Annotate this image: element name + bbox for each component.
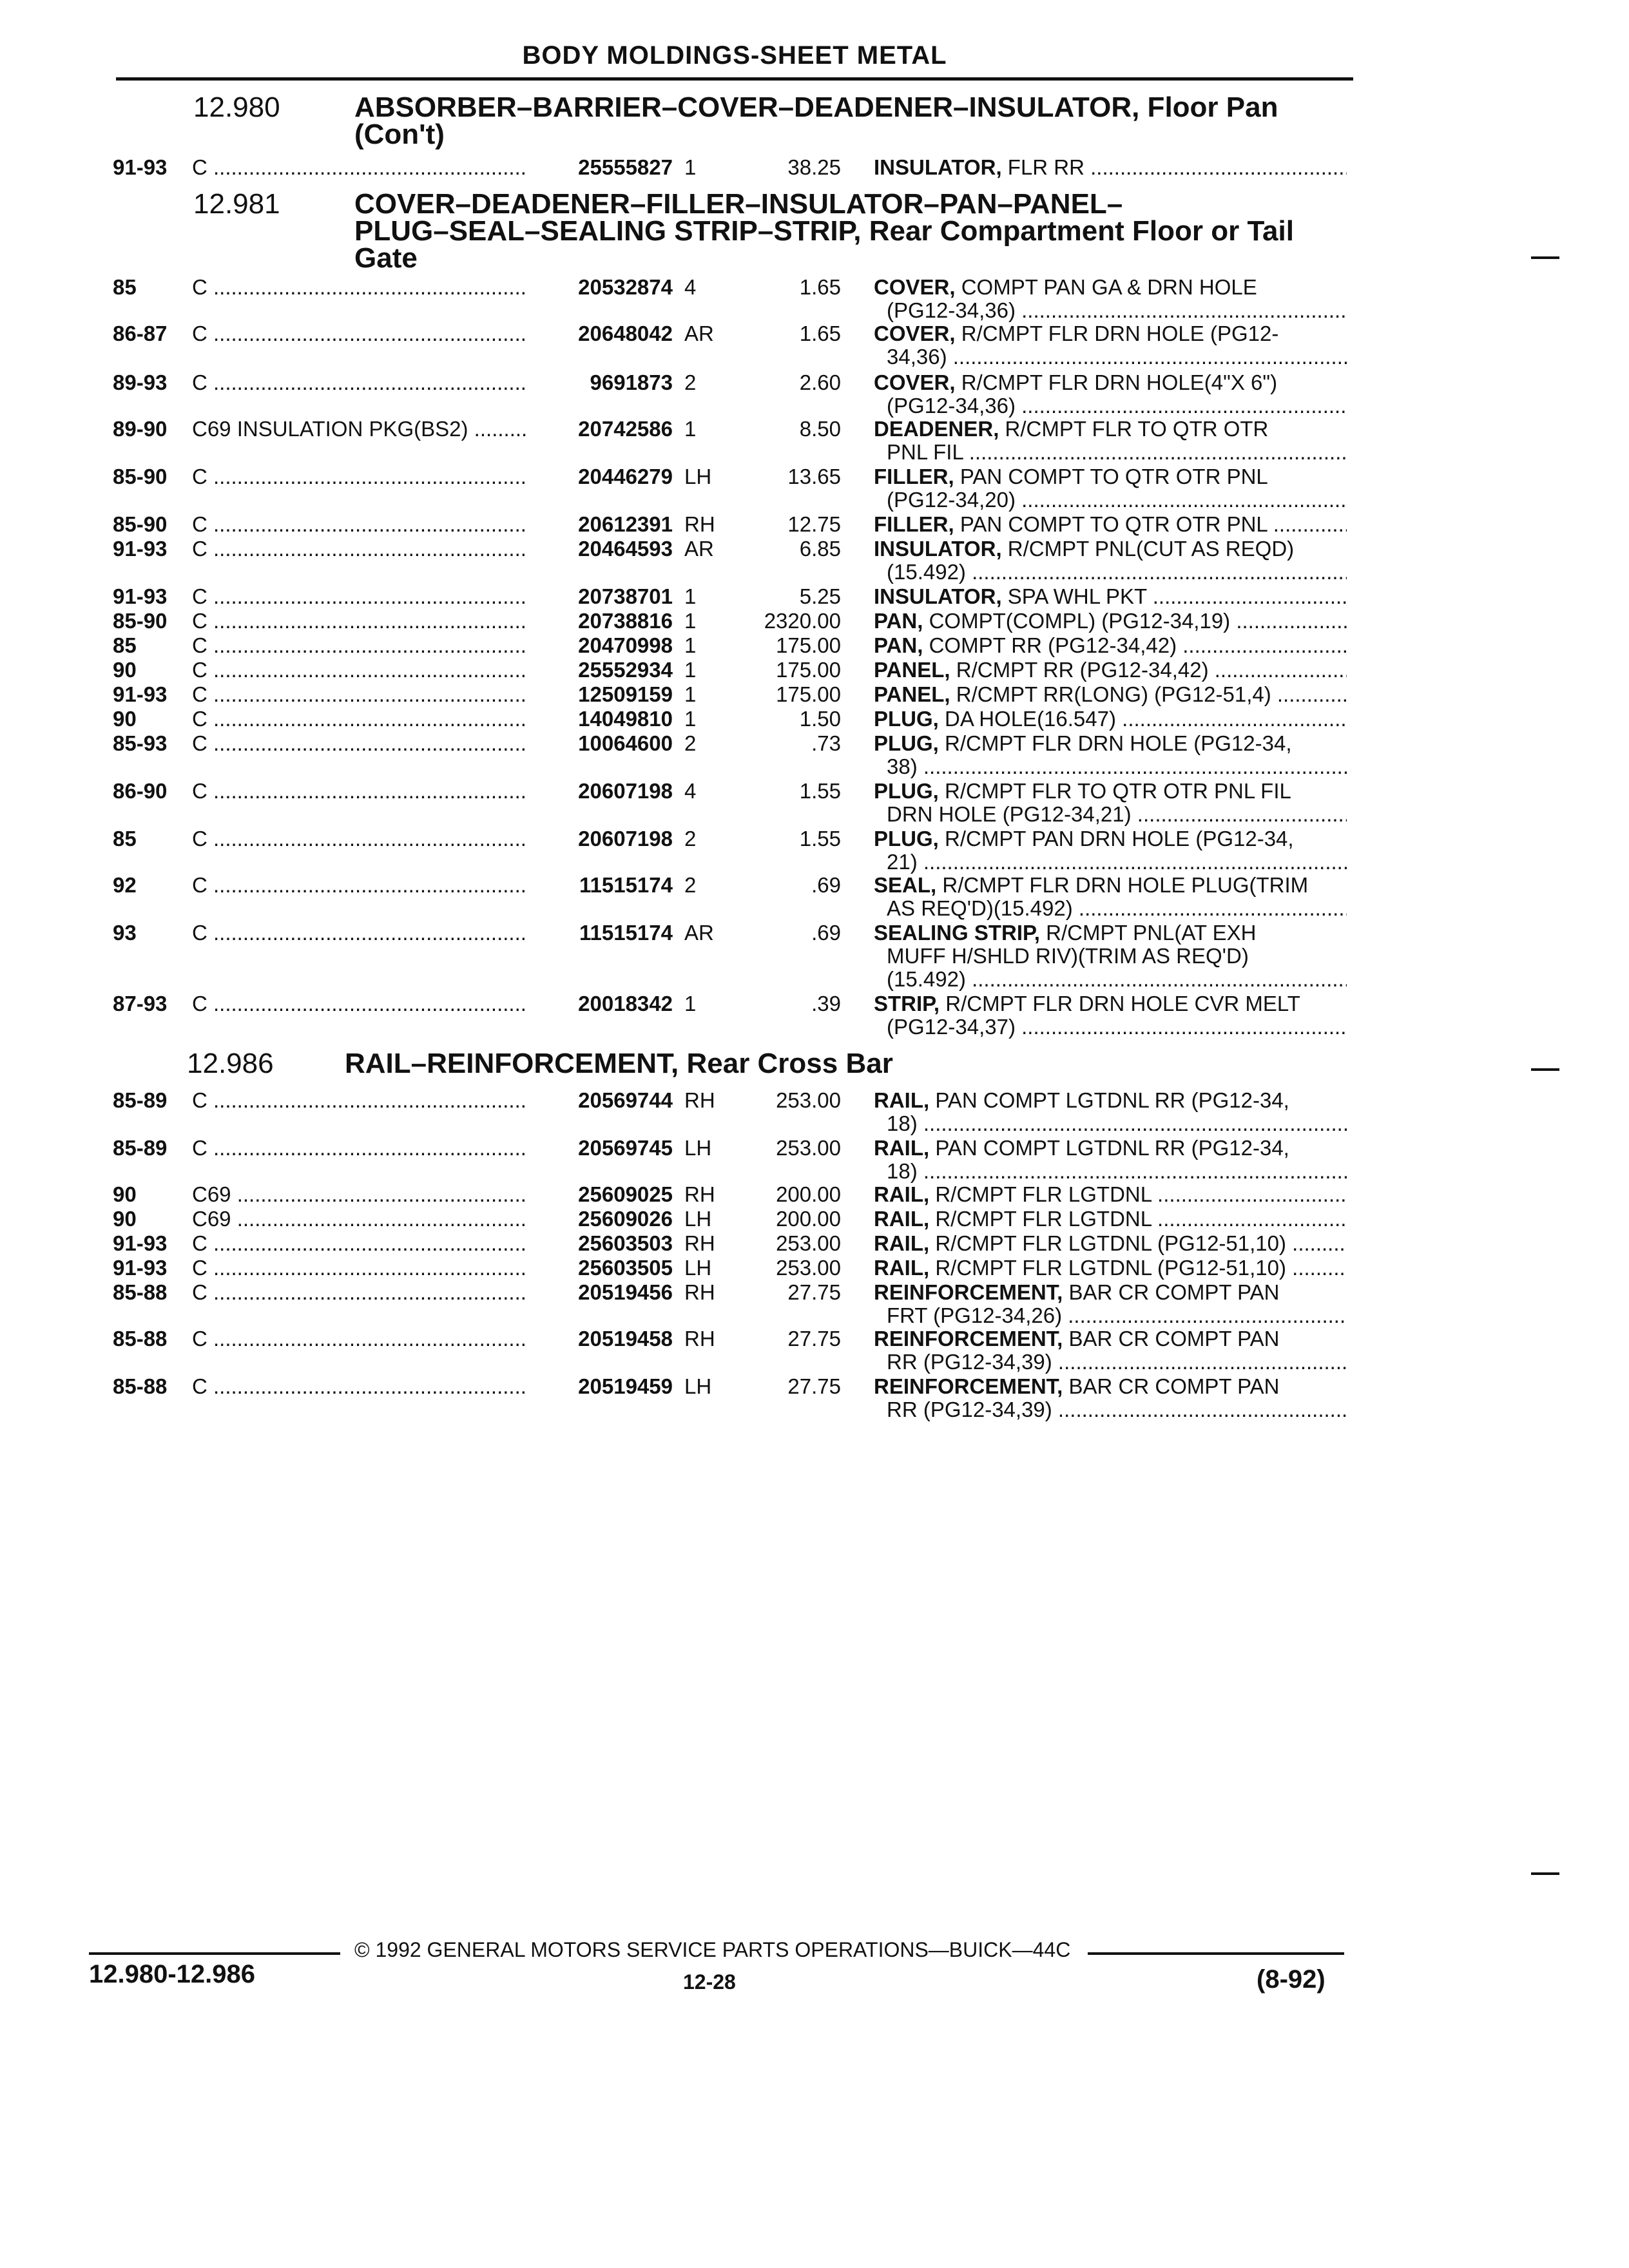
margin-mark bbox=[1531, 1068, 1559, 1071]
model-years: 92 bbox=[113, 873, 137, 897]
part-number: 11515174 bbox=[528, 921, 673, 945]
description-line: FILLER, PAN COMPT TO QTR OTR PNL ..... bbox=[874, 513, 1347, 536]
model-years: 89-90 bbox=[113, 417, 168, 441]
price: .39 bbox=[811, 992, 841, 1015]
part-number: 25603503 bbox=[528, 1232, 673, 1255]
price: 253.00 bbox=[776, 1231, 841, 1255]
application: C ..... bbox=[192, 874, 527, 897]
model-years: 85-88 bbox=[113, 1374, 168, 1398]
application: C ..... bbox=[192, 634, 527, 657]
model-years: 91-93 bbox=[113, 155, 168, 179]
description bbox=[874, 585, 1347, 608]
description-line: RAIL, R/CMPT FLR LGTDNL (PG12-51,10) ..... bbox=[874, 1232, 1347, 1255]
application: C ..... bbox=[192, 537, 527, 561]
model-years: 90 bbox=[113, 1182, 137, 1206]
price: 8.50 bbox=[799, 417, 841, 441]
application: C69 INSULATION PKG(BS2) ..... bbox=[192, 418, 527, 441]
parts-row bbox=[0, 707, 1629, 733]
application: C ..... bbox=[192, 921, 527, 945]
application: C ..... bbox=[192, 1256, 527, 1280]
parts-row bbox=[0, 370, 1629, 418]
quantity: 1 bbox=[684, 155, 697, 179]
description-line: PAN, COMPT RR (PG12-34,42) ..... bbox=[874, 634, 1347, 657]
model-years: 86-90 bbox=[113, 779, 168, 803]
description-line: COVER, R/CMPT FLR DRN HOLE (PG12- bbox=[874, 322, 1279, 345]
parts-row bbox=[0, 1232, 1629, 1258]
description-line: AS REQ'D)(15.492) ..... bbox=[874, 897, 1347, 920]
quantity: LH bbox=[684, 1136, 712, 1160]
parts-row bbox=[0, 322, 1629, 369]
quantity: RH bbox=[684, 1327, 715, 1350]
price: 1.65 bbox=[799, 275, 841, 299]
price: 253.00 bbox=[776, 1256, 841, 1280]
application: C ..... bbox=[192, 1232, 527, 1255]
part-number: 20532874 bbox=[528, 276, 673, 299]
page-header: BODY MOLDINGS-SHEET METAL bbox=[522, 41, 947, 70]
application: C ..... bbox=[192, 513, 527, 536]
parts-row bbox=[0, 1207, 1629, 1233]
part-number: 20612391 bbox=[528, 513, 673, 536]
price: 175.00 bbox=[776, 633, 841, 657]
model-years: 91-93 bbox=[113, 1256, 168, 1280]
part-number: 10064600 bbox=[528, 732, 673, 755]
description bbox=[874, 683, 1347, 706]
model-years: 91-93 bbox=[113, 584, 168, 608]
quantity: 1 bbox=[684, 584, 697, 608]
section-heading bbox=[193, 188, 1353, 274]
description bbox=[874, 827, 1347, 874]
description bbox=[874, 276, 1347, 322]
description-line: RAIL, R/CMPT FLR LGTDNL ..... bbox=[874, 1183, 1347, 1206]
price: 175.00 bbox=[776, 658, 841, 682]
description-line: (PG12-34,37) ..... bbox=[874, 1015, 1347, 1039]
application: C ..... bbox=[192, 780, 527, 803]
description-line: PANEL, R/CMPT RR(LONG) (PG12-51,4) ..... bbox=[874, 683, 1347, 706]
parts-row bbox=[0, 537, 1629, 584]
section-heading bbox=[187, 1050, 1347, 1082]
description-line: PLUG, DA HOLE(16.547) ..... bbox=[874, 707, 1347, 731]
quantity: RH bbox=[684, 1182, 715, 1206]
quantity: 2 bbox=[684, 731, 697, 755]
model-years: 87-93 bbox=[113, 992, 168, 1015]
description bbox=[874, 1281, 1347, 1327]
quantity: AR bbox=[684, 537, 714, 561]
model-years: 86-87 bbox=[113, 322, 168, 345]
header-rule bbox=[116, 77, 1353, 81]
price: 6.85 bbox=[799, 537, 841, 561]
description bbox=[874, 371, 1347, 418]
section-title: ABSORBER–BARRIER–COVER–DEADENER–INSULATOR, Floor Pan (Con't) bbox=[354, 91, 1278, 150]
quantity: LH bbox=[684, 1256, 712, 1280]
description bbox=[874, 418, 1347, 464]
description bbox=[874, 732, 1347, 778]
price: .69 bbox=[811, 873, 841, 897]
quantity: 1 bbox=[684, 992, 697, 1015]
application: C ..... bbox=[192, 707, 527, 731]
model-years: 90 bbox=[113, 707, 137, 731]
description-line: RAIL, R/CMPT FLR LGTDNL ..... bbox=[874, 1207, 1347, 1231]
description bbox=[874, 465, 1347, 512]
part-number: 25609026 bbox=[528, 1207, 673, 1231]
quantity: LH bbox=[684, 1374, 712, 1398]
model-years: 85-90 bbox=[113, 609, 168, 633]
model-years: 85-88 bbox=[113, 1327, 168, 1350]
description-line: PLUG, R/CMPT FLR TO QTR OTR PNL FIL bbox=[874, 780, 1291, 803]
quantity: RH bbox=[684, 1231, 715, 1255]
section-number: 12.981 bbox=[193, 188, 280, 220]
parts-row bbox=[0, 585, 1629, 611]
parts-row bbox=[0, 610, 1629, 635]
part-number: 20742586 bbox=[528, 418, 673, 441]
description-line: (15.492) ..... bbox=[874, 561, 1347, 584]
parts-row bbox=[0, 873, 1629, 920]
parts-row bbox=[0, 634, 1629, 660]
description-line: INSULATOR, FLR RR ..... bbox=[874, 156, 1347, 179]
model-years: 85-89 bbox=[113, 1136, 168, 1160]
footer-copyright: © 1992 GENERAL MOTORS SERVICE PARTS OPERATIONS—BUICK—44C bbox=[354, 1938, 1071, 1961]
model-years: 85-93 bbox=[113, 731, 168, 755]
price: 5.25 bbox=[799, 584, 841, 608]
footer-page-number: 12-28 bbox=[683, 1970, 736, 1994]
description bbox=[874, 1089, 1347, 1135]
application: C ..... bbox=[192, 585, 527, 608]
description bbox=[874, 658, 1347, 682]
description-line: MUFF H/SHLD RIV)(TRIM AS REQ'D) bbox=[887, 945, 1249, 968]
application: C ..... bbox=[192, 683, 527, 706]
price: 253.00 bbox=[776, 1088, 841, 1112]
application: C ..... bbox=[192, 732, 527, 755]
price: 200.00 bbox=[776, 1182, 841, 1206]
quantity: 1 bbox=[684, 682, 697, 706]
part-number: 20446279 bbox=[528, 465, 673, 488]
description bbox=[874, 513, 1347, 536]
application: C ..... bbox=[192, 1137, 527, 1160]
description-line: PLUG, R/CMPT PAN DRN HOLE (PG12-34, bbox=[874, 827, 1294, 850]
description-line: RR (PG12-34,39) ..... bbox=[874, 1398, 1347, 1421]
description-line: INSULATOR, R/CMPT PNL(CUT AS REQD) bbox=[874, 537, 1295, 561]
description-line: COVER, COMPT PAN GA & DRN HOLE bbox=[874, 276, 1257, 299]
price: 1.65 bbox=[799, 322, 841, 345]
quantity: 4 bbox=[684, 275, 697, 299]
quantity: AR bbox=[684, 322, 714, 345]
quantity: RH bbox=[684, 1088, 715, 1112]
model-years: 85 bbox=[113, 827, 137, 850]
application: C69 ..... bbox=[192, 1183, 527, 1206]
description-line: RAIL, R/CMPT FLR LGTDNL (PG12-51,10) ..... bbox=[874, 1256, 1347, 1280]
quantity: 1 bbox=[684, 633, 697, 657]
parts-row bbox=[0, 513, 1629, 539]
quantity: 2 bbox=[684, 370, 697, 394]
description-line: (PG12-34,20) ..... bbox=[874, 488, 1347, 512]
application: C69 ..... bbox=[192, 1207, 527, 1231]
model-years: 91-93 bbox=[113, 1231, 168, 1255]
parts-row bbox=[0, 417, 1629, 464]
part-number: 20569744 bbox=[528, 1089, 673, 1112]
parts-row bbox=[0, 827, 1629, 874]
quantity: RH bbox=[684, 1280, 715, 1304]
section-heading bbox=[193, 91, 1353, 152]
application: C ..... bbox=[192, 156, 527, 179]
description bbox=[874, 1207, 1347, 1231]
price: .73 bbox=[811, 731, 841, 755]
description-line: (PG12-34,36) ..... bbox=[874, 394, 1347, 418]
description bbox=[874, 1137, 1347, 1183]
margin-mark bbox=[1531, 256, 1559, 259]
parts-row bbox=[0, 1374, 1629, 1421]
quantity: RH bbox=[684, 512, 715, 536]
description bbox=[874, 1232, 1347, 1255]
price: 1.55 bbox=[799, 827, 841, 850]
section-number: 12.986 bbox=[187, 1048, 274, 1079]
description-line: PNL FIL ..... bbox=[874, 441, 1347, 464]
quantity: 1 bbox=[684, 707, 697, 731]
part-number: 20470998 bbox=[528, 634, 673, 657]
parts-row bbox=[0, 683, 1629, 709]
description-line: DEADENER, R/CMPT FLR TO QTR OTR bbox=[874, 418, 1269, 441]
price: 253.00 bbox=[776, 1136, 841, 1160]
price: 1.55 bbox=[799, 779, 841, 803]
description-line: DRN HOLE (PG12-34,21) ..... bbox=[874, 803, 1347, 826]
description-line: COVER, R/CMPT FLR DRN HOLE(4"X 6") bbox=[874, 371, 1278, 394]
description-line: FRT (PG12-34,26) ..... bbox=[874, 1304, 1347, 1327]
description-line: RAIL, PAN COMPT LGTDNL RR (PG12-34, bbox=[874, 1089, 1289, 1112]
part-number: 25603505 bbox=[528, 1256, 673, 1280]
quantity: 4 bbox=[684, 779, 697, 803]
part-number: 25609025 bbox=[528, 1183, 673, 1206]
parts-row bbox=[0, 275, 1629, 322]
part-number: 25552934 bbox=[528, 658, 673, 682]
application: C ..... bbox=[192, 658, 527, 682]
parts-row bbox=[0, 156, 1629, 182]
quantity: 1 bbox=[684, 417, 697, 441]
part-number: 20464593 bbox=[528, 537, 673, 561]
part-number: 20519458 bbox=[528, 1327, 673, 1350]
price: 12.75 bbox=[787, 512, 841, 536]
footer-date: (8-92) bbox=[1257, 1965, 1325, 1994]
price: 27.75 bbox=[787, 1280, 841, 1304]
price: 27.75 bbox=[787, 1374, 841, 1398]
price: 13.65 bbox=[787, 465, 841, 488]
application: C ..... bbox=[192, 465, 527, 488]
part-number: 20519456 bbox=[528, 1281, 673, 1304]
description-line: STRIP, R/CMPT FLR DRN HOLE CVR MELT bbox=[874, 992, 1300, 1015]
part-number: 20738701 bbox=[528, 585, 673, 608]
quantity: 1 bbox=[684, 658, 697, 682]
model-years: 90 bbox=[113, 658, 137, 682]
description-line: SEALING STRIP, R/CMPT PNL(AT EXH bbox=[874, 921, 1257, 945]
price: 1.50 bbox=[799, 707, 841, 731]
description-line: PLUG, R/CMPT FLR DRN HOLE (PG12-34, bbox=[874, 732, 1292, 755]
description-line: 18) ..... bbox=[874, 1160, 1347, 1183]
description-line: REINFORCEMENT, BAR CR COMPT PAN bbox=[874, 1327, 1280, 1350]
model-years: 85-90 bbox=[113, 465, 168, 488]
application: C ..... bbox=[192, 1281, 527, 1304]
parts-row bbox=[0, 1280, 1629, 1327]
model-years: 85 bbox=[113, 275, 137, 299]
description-line: RAIL, PAN COMPT LGTDNL RR (PG12-34, bbox=[874, 1137, 1289, 1160]
description-line: PANEL, R/CMPT RR (PG12-34,42) ..... bbox=[874, 658, 1347, 682]
application: C ..... bbox=[192, 610, 527, 633]
description bbox=[874, 1256, 1347, 1280]
price: 2.60 bbox=[799, 370, 841, 394]
application: C ..... bbox=[192, 322, 527, 345]
model-years: 85-89 bbox=[113, 1088, 168, 1112]
part-number: 14049810 bbox=[528, 707, 673, 731]
parts-row bbox=[0, 1256, 1629, 1282]
description bbox=[874, 992, 1347, 1039]
quantity: 2 bbox=[684, 873, 697, 897]
part-number: 20569745 bbox=[528, 1137, 673, 1160]
model-years: 89-93 bbox=[113, 370, 168, 394]
description-line: SEAL, R/CMPT FLR DRN HOLE PLUG(TRIM bbox=[874, 874, 1309, 897]
description bbox=[874, 610, 1347, 633]
part-number: 20648042 bbox=[528, 322, 673, 345]
price: 27.75 bbox=[787, 1327, 841, 1350]
application: C ..... bbox=[192, 276, 527, 299]
part-number: 12509159 bbox=[528, 683, 673, 706]
model-years: 93 bbox=[113, 921, 137, 945]
section-number: 12.980 bbox=[193, 91, 280, 123]
part-number: 20018342 bbox=[528, 992, 673, 1015]
description bbox=[874, 780, 1347, 826]
model-years: 85 bbox=[113, 633, 137, 657]
application: C ..... bbox=[192, 827, 527, 850]
application: C ..... bbox=[192, 1089, 527, 1112]
margin-mark bbox=[1531, 1872, 1559, 1875]
part-number: 20607198 bbox=[528, 780, 673, 803]
model-years: 91-93 bbox=[113, 682, 168, 706]
description-line: 18) ..... bbox=[874, 1112, 1347, 1135]
description bbox=[874, 634, 1347, 657]
description-line: INSULATOR, SPA WHL PKT ..... bbox=[874, 585, 1347, 608]
part-number: 20738816 bbox=[528, 610, 673, 633]
description bbox=[874, 1183, 1347, 1206]
description bbox=[874, 921, 1347, 991]
parts-row bbox=[0, 1136, 1629, 1183]
parts-row bbox=[0, 658, 1629, 684]
quantity: 2 bbox=[684, 827, 697, 850]
description-line: 38) ..... bbox=[874, 755, 1347, 778]
application: C ..... bbox=[192, 992, 527, 1015]
parts-row bbox=[0, 921, 1629, 991]
part-number: 25555827 bbox=[528, 156, 673, 179]
description bbox=[874, 1375, 1347, 1421]
parts-row bbox=[0, 1183, 1629, 1209]
quantity: 1 bbox=[684, 609, 697, 633]
description bbox=[874, 707, 1347, 731]
parts-row bbox=[0, 465, 1629, 512]
footer-rule-left bbox=[89, 1952, 340, 1955]
application: C ..... bbox=[192, 1375, 527, 1398]
part-number: 20607198 bbox=[528, 827, 673, 850]
price: 2320.00 bbox=[764, 609, 841, 633]
description-line: RR (PG12-34,39) ..... bbox=[874, 1350, 1347, 1374]
parts-row bbox=[0, 779, 1629, 826]
model-years: 90 bbox=[113, 1207, 137, 1231]
parts-row bbox=[0, 1327, 1629, 1374]
model-years: 85-88 bbox=[113, 1280, 168, 1304]
price: .69 bbox=[811, 921, 841, 945]
description-line: FILLER, PAN COMPT TO QTR OTR PNL bbox=[874, 465, 1268, 488]
section-title: COVER–DEADENER–FILLER–INSULATOR–PAN–PANEL– PLUG–SEAL–SEALING STRIP–STRIP, Rear Compartment Floor or Tail Gate bbox=[354, 188, 1294, 274]
footer-section-range: 12.980-12.986 bbox=[89, 1960, 256, 1988]
quantity: LH bbox=[684, 465, 712, 488]
description bbox=[874, 156, 1347, 179]
description bbox=[874, 322, 1347, 369]
model-years: 91-93 bbox=[113, 537, 168, 561]
description-line: REINFORCEMENT, BAR CR COMPT PAN bbox=[874, 1375, 1280, 1398]
parts-row bbox=[0, 992, 1629, 1039]
application: C ..... bbox=[192, 371, 527, 394]
parts-row bbox=[0, 1088, 1629, 1135]
description-line: (PG12-34,36) ..... bbox=[874, 299, 1347, 322]
description-line: PAN, COMPT(COMPL) (PG12-34,19) ..... bbox=[874, 610, 1347, 633]
description bbox=[874, 537, 1347, 584]
description-line: 21) ..... bbox=[874, 850, 1347, 874]
description-line: 34,36) ..... bbox=[874, 345, 1347, 369]
price: 175.00 bbox=[776, 682, 841, 706]
part-number: 20519459 bbox=[528, 1375, 673, 1398]
part-number: 11515174 bbox=[528, 874, 673, 897]
description-line: REINFORCEMENT, BAR CR COMPT PAN bbox=[874, 1281, 1280, 1304]
parts-row bbox=[0, 731, 1629, 778]
quantity: AR bbox=[684, 921, 714, 945]
price: 200.00 bbox=[776, 1207, 841, 1231]
model-years: 85-90 bbox=[113, 512, 168, 536]
part-number: 9691873 bbox=[528, 371, 673, 394]
description bbox=[874, 874, 1347, 920]
description-line: (15.492) ..... bbox=[874, 968, 1347, 991]
footer-rule-right bbox=[1088, 1952, 1344, 1955]
application: C ..... bbox=[192, 1327, 527, 1350]
price: 38.25 bbox=[787, 155, 841, 179]
description bbox=[874, 1327, 1347, 1374]
section-title: RAIL–REINFORCEMENT, Rear Cross Bar bbox=[345, 1048, 893, 1079]
quantity: LH bbox=[684, 1207, 712, 1231]
